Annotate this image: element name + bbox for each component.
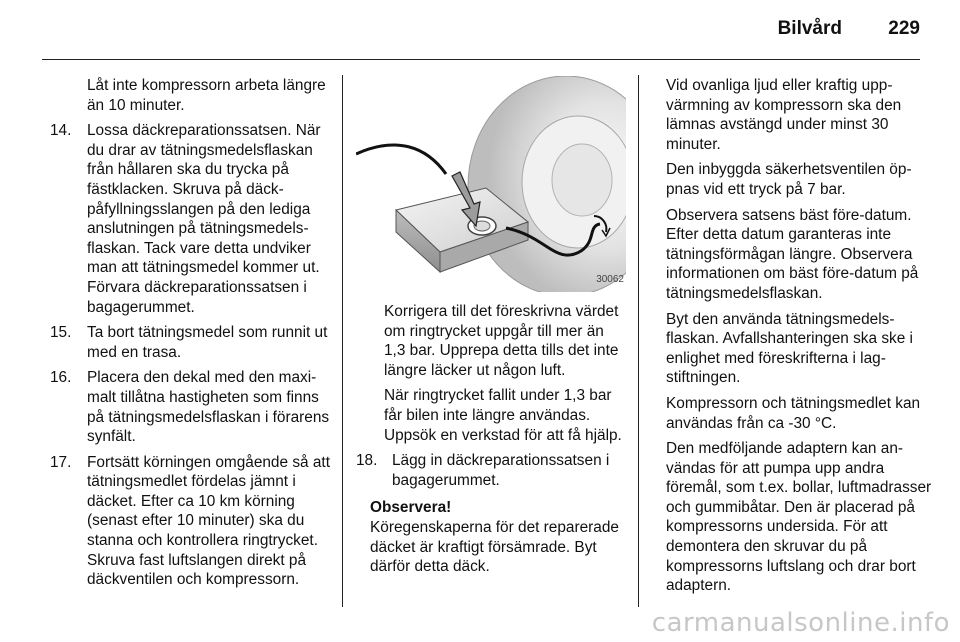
page-number: 229 [888,18,920,39]
note-title: Observera! [370,499,452,517]
intro-text: Låt inte kompressorn arbeta längre än 10 minuter. [87,77,326,114]
watermark: carmanualsonline.info [651,608,950,638]
list-item [50,453,336,590]
item-number: 15. [50,324,72,342]
item-number: 18. [356,452,378,470]
column-left [50,76,336,596]
page-header [0,0,960,62]
item-text: Fortsätt körningen omgående så att tätningsmedlet fördelas jämnt i däcket. Efter ca 10 km körning (senast efter 10 minuter) ska du stanna och kontrollera ringtrycket. Skruva fast luftslangen direkt på däckventilen och kompressorn. [87,453,330,589]
paragraph: När ringtrycket fallit under 1,3 bar får bilen inte längre användas. Uppsök en verkstad för att få hjälp. [384,387,622,444]
item-text: Lossa däckreparationssatsen. När du drar av tätningsmedelsflaskan från hållaren ska du trycka på fästklacken. Skruva på däckpåfyllningsslangen på den lediga anslutningen på tätningsmedelsflaskan. Tack vare detta undviker man att tätningsmedel kommer ut. Förvara däckreparationssatsen i bagagerummet. [87,122,321,316]
note-body: Köregenskaperna för det reparerade däcket är kraftigt försämrade. Byt därför detta däck. [370,518,619,576]
column-right [666,76,932,602]
item-text: Placera den dekal med den maximalt tillåtna hastigheten som finns på tätningsmedelsflaskan i förarens synfält. [87,369,330,446]
paragraph: Observera satsens bäst före-datum. Efter detta datum garanteras inte tätningsförmågan längre. Observera informationen om bäst före-datum på tätningsmedelsflaskan. [666,206,919,302]
column-divider-right [638,75,639,607]
column-middle [356,76,626,583]
item-text: Ta bort tätningsmedel som runnit ut med en trasa. [87,324,328,361]
item-number: 16. [50,369,72,387]
header-rule [42,59,920,60]
paragraph: Vid ovanliga ljud eller kraftig uppvärmning av kompressorn ska den lämnas avstängd under minst 30 minuter. [666,77,902,153]
paragraph: Byt den använda tätningsmedelsflaskan. Avfallshanteringen ska ske i enlighet med föreskrifterna i lagstiftningen. [666,310,913,387]
paragraph: Den medföljande adaptern kan användas för att pumpa upp andra föremål, som t.ex. bollar, luftmadrasser och gummibåtar. Den är placerad på kompressorns undersida. För att demontera den skruvar du på kompressorns luftslang och drar bort adaptern. [666,440,932,595]
section-title: Bilvård [777,18,842,39]
list-item [50,121,336,317]
list-item [50,323,336,362]
paragraph: Kompressorn och tätningsmedlet kan användas från ca -30 °C. [666,394,921,432]
list-item [356,451,626,490]
compressor-tire-drawing [356,76,626,292]
item-number: 14. [50,122,72,140]
paragraph: Korrigera till det föreskrivna värdet om ringtrycket uppgår till mer än 1,3 bar. Upprepa detta tills det inte längre läcker ut någon luft. [384,303,619,379]
item-number: 17. [50,453,72,471]
paragraph: Den inbyggda säkerhetsventilen öppnas vid ett tryck på 7 bar. [666,161,912,198]
item-text: Lägg in däckreparationssatsen i bagagerummet. [392,452,610,489]
figure-code: 30062 [596,274,624,286]
column-divider-left [342,75,343,607]
list-item [50,368,336,446]
compressor-illustration [356,76,626,292]
